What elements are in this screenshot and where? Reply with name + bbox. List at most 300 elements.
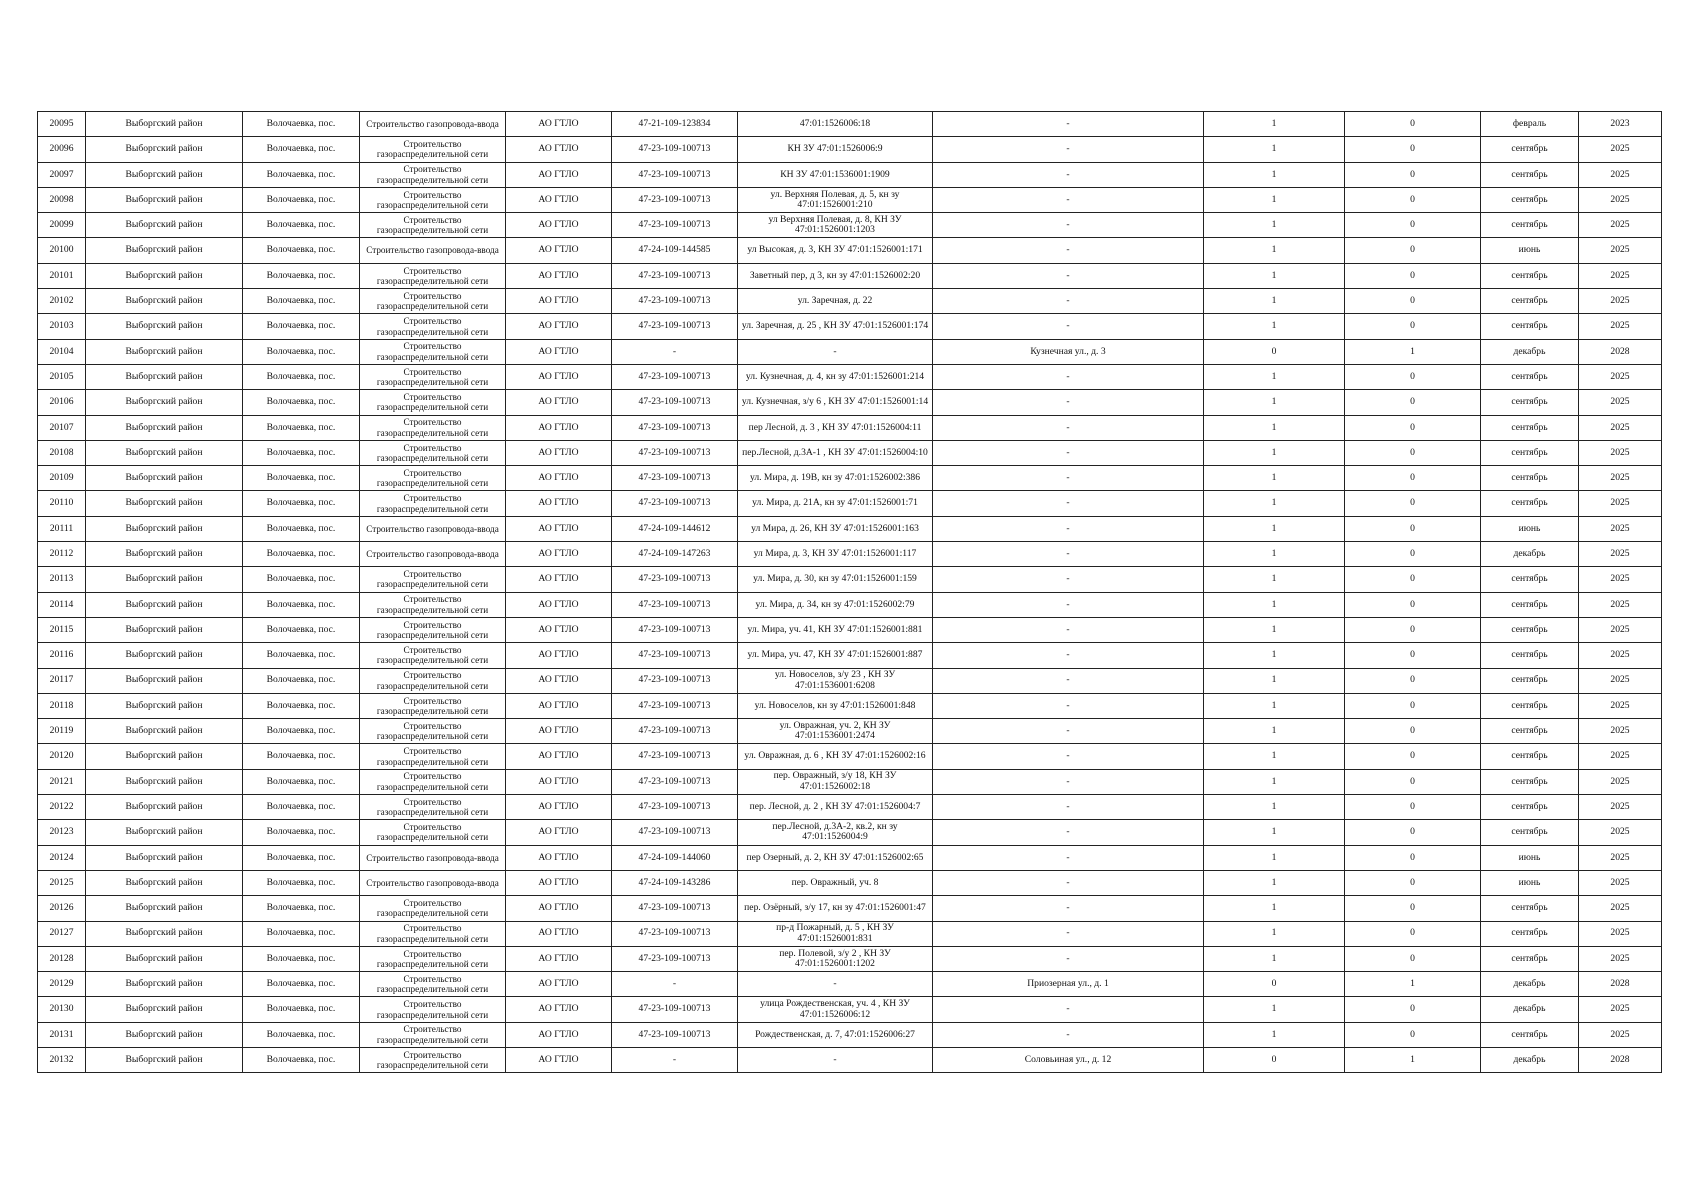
count-a-cell: 1 bbox=[1204, 491, 1345, 516]
operator-cell: АО ГТЛО bbox=[506, 112, 612, 137]
program-code-cell: 47-23-109-100713 bbox=[612, 643, 738, 668]
work-type-cell: Строительство газораспределительной сети bbox=[360, 769, 506, 794]
district-cell: Выборгский район bbox=[86, 466, 243, 491]
work-type-cell: Строительство газопровода-ввода bbox=[360, 542, 506, 567]
work-type-cell: Строительство газораспределительной сети bbox=[360, 1022, 506, 1047]
month-cell: сентябрь bbox=[1481, 162, 1579, 187]
address-cadastral-cell: пер. Лесной, д. 2 , КН ЗУ 47:01:1526004:7 bbox=[738, 795, 933, 820]
settlement-cell: Волочаевка, пос. bbox=[243, 213, 360, 238]
address-cadastral-cell: пер.Лесной, д.3А-1 , КН ЗУ 47:01:1526004:10 bbox=[738, 440, 933, 465]
settlement-cell: Волочаевка, пос. bbox=[243, 137, 360, 162]
settlement-cell: Волочаевка, пос. bbox=[243, 870, 360, 895]
month-cell: сентябрь bbox=[1481, 668, 1579, 693]
table-row bbox=[38, 1022, 1662, 1047]
count-a-cell: 1 bbox=[1204, 364, 1345, 389]
address-cell: - bbox=[933, 440, 1204, 465]
month-cell: сентябрь bbox=[1481, 795, 1579, 820]
year-cell: 2025 bbox=[1579, 491, 1662, 516]
address-cell: - bbox=[933, 668, 1204, 693]
work-type-cell: Строительство газораспределительной сети bbox=[360, 719, 506, 744]
document-sheet bbox=[37, 111, 1661, 1073]
address-cell: - bbox=[933, 289, 1204, 314]
count-b-cell: 0 bbox=[1345, 1022, 1481, 1047]
district-cell: Выборгский район bbox=[86, 668, 243, 693]
address-cadastral-cell: ул Высокая, д. 3, КН ЗУ 47:01:1526001:171 bbox=[738, 238, 933, 263]
table-row bbox=[38, 364, 1662, 389]
district-cell: Выборгский район bbox=[86, 617, 243, 642]
row-id-cell: 20111 bbox=[38, 516, 86, 541]
table-row bbox=[38, 820, 1662, 845]
program-code-cell: 47-24-109-144585 bbox=[612, 238, 738, 263]
table-row bbox=[38, 289, 1662, 314]
district-cell: Выборгский район bbox=[86, 567, 243, 592]
operator-cell: АО ГТЛО bbox=[506, 137, 612, 162]
year-cell: 2025 bbox=[1579, 466, 1662, 491]
address-cell: - bbox=[933, 617, 1204, 642]
address-cadastral-cell: ул Верхняя Полевая, д. 8, КН ЗУ 47:01:1526001:1203 bbox=[738, 213, 933, 238]
address-cadastral-cell: Заветный пер, д 3, кн зу 47:01:1526002:20 bbox=[738, 263, 933, 288]
work-type-cell: Строительство газораспределительной сети bbox=[360, 693, 506, 718]
settlement-cell: Волочаевка, пос. bbox=[243, 415, 360, 440]
row-id-cell: 20105 bbox=[38, 364, 86, 389]
settlement-cell: Волочаевка, пос. bbox=[243, 946, 360, 971]
count-a-cell: 1 bbox=[1204, 643, 1345, 668]
district-cell: Выборгский район bbox=[86, 592, 243, 617]
address-cadastral-cell: - bbox=[738, 339, 933, 364]
settlement-cell: Волочаевка, пос. bbox=[243, 162, 360, 187]
month-cell: сентябрь bbox=[1481, 137, 1579, 162]
row-id-cell: 20130 bbox=[38, 997, 86, 1022]
count-b-cell: 0 bbox=[1345, 896, 1481, 921]
address-cell: - bbox=[933, 415, 1204, 440]
address-cadastral-cell: пер. Овражный, уч. 8 bbox=[738, 870, 933, 895]
operator-cell: АО ГТЛО bbox=[506, 719, 612, 744]
address-cadastral-cell: КН ЗУ 47:01:1526006:9 bbox=[738, 137, 933, 162]
operator-cell: АО ГТЛО bbox=[506, 997, 612, 1022]
month-cell: сентябрь bbox=[1481, 466, 1579, 491]
operator-cell: АО ГТЛО bbox=[506, 516, 612, 541]
operator-cell: АО ГТЛО bbox=[506, 390, 612, 415]
table-row bbox=[38, 542, 1662, 567]
program-code-cell: 47-23-109-100713 bbox=[612, 997, 738, 1022]
program-code-cell: 47-23-109-100713 bbox=[612, 466, 738, 491]
program-code-cell: 47-21-109-123834 bbox=[612, 112, 738, 137]
operator-cell: АО ГТЛО bbox=[506, 567, 612, 592]
program-code-cell: 47-23-109-100713 bbox=[612, 289, 738, 314]
address-cell: - bbox=[933, 870, 1204, 895]
program-code-cell: 47-23-109-100713 bbox=[612, 491, 738, 516]
district-cell: Выборгский район bbox=[86, 213, 243, 238]
address-cell: - bbox=[933, 491, 1204, 516]
program-code-cell: - bbox=[612, 339, 738, 364]
table-row bbox=[38, 972, 1662, 997]
table-row bbox=[38, 440, 1662, 465]
table-row bbox=[38, 390, 1662, 415]
count-a-cell: 1 bbox=[1204, 162, 1345, 187]
year-cell: 2025 bbox=[1579, 592, 1662, 617]
count-a-cell: 1 bbox=[1204, 921, 1345, 946]
work-type-cell: Строительство газораспределительной сети bbox=[360, 744, 506, 769]
settlement-cell: Волочаевка, пос. bbox=[243, 567, 360, 592]
address-cell: - bbox=[933, 896, 1204, 921]
settlement-cell: Волочаевка, пос. bbox=[243, 921, 360, 946]
row-id-cell: 20131 bbox=[38, 1022, 86, 1047]
row-id-cell: 20110 bbox=[38, 491, 86, 516]
work-type-cell: Строительство газораспределительной сети bbox=[360, 946, 506, 971]
year-cell: 2025 bbox=[1579, 946, 1662, 971]
work-type-cell: Строительство газораспределительной сети bbox=[360, 795, 506, 820]
count-b-cell: 0 bbox=[1345, 542, 1481, 567]
table-row bbox=[38, 719, 1662, 744]
district-cell: Выборгский район bbox=[86, 542, 243, 567]
address-cell: - bbox=[933, 1022, 1204, 1047]
year-cell: 2025 bbox=[1579, 137, 1662, 162]
settlement-cell: Волочаевка, пос. bbox=[243, 263, 360, 288]
settlement-cell: Волочаевка, пос. bbox=[243, 542, 360, 567]
work-type-cell: Строительство газопровода-ввода bbox=[360, 870, 506, 895]
settlement-cell: Волочаевка, пос. bbox=[243, 668, 360, 693]
count-a-cell: 1 bbox=[1204, 870, 1345, 895]
count-b-cell: 0 bbox=[1345, 187, 1481, 212]
year-cell: 2025 bbox=[1579, 213, 1662, 238]
table-row bbox=[38, 137, 1662, 162]
work-type-cell: Строительство газораспределительной сети bbox=[360, 997, 506, 1022]
settlement-cell: Волочаевка, пос. bbox=[243, 820, 360, 845]
address-cell: - bbox=[933, 719, 1204, 744]
settlement-cell: Волочаевка, пос. bbox=[243, 289, 360, 314]
year-cell: 2025 bbox=[1579, 845, 1662, 870]
address-cadastral-cell: ул Мира, д. 3, КН ЗУ 47:01:1526001:117 bbox=[738, 542, 933, 567]
table-row bbox=[38, 263, 1662, 288]
district-cell: Выборгский район bbox=[86, 390, 243, 415]
operator-cell: АО ГТЛО bbox=[506, 795, 612, 820]
district-cell: Выборгский район bbox=[86, 162, 243, 187]
row-id-cell: 20120 bbox=[38, 744, 86, 769]
address-cadastral-cell: - bbox=[738, 972, 933, 997]
address-cadastral-cell: 47:01:1526006:18 bbox=[738, 112, 933, 137]
count-a-cell: 1 bbox=[1204, 263, 1345, 288]
count-b-cell: 0 bbox=[1345, 592, 1481, 617]
address-cadastral-cell: пер.Лесной, д.3А-2, кв.2, кн зу 47:01:1526004:9 bbox=[738, 820, 933, 845]
settlement-cell: Волочаевка, пос. bbox=[243, 896, 360, 921]
operator-cell: АО ГТЛО bbox=[506, 693, 612, 718]
work-type-cell: Строительство газораспределительной сети bbox=[360, 314, 506, 339]
address-cadastral-cell: ул. Кузнечная, з/у 6 , КН ЗУ 47:01:1526001:14 bbox=[738, 390, 933, 415]
work-type-cell: Строительство газораспределительной сети bbox=[360, 440, 506, 465]
year-cell: 2025 bbox=[1579, 263, 1662, 288]
program-code-cell: 47-23-109-100713 bbox=[612, 592, 738, 617]
year-cell: 2023 bbox=[1579, 112, 1662, 137]
address-cadastral-cell: ул. Мира, д. 19В, кн зу 47:01:1526002:386 bbox=[738, 466, 933, 491]
row-id-cell: 20104 bbox=[38, 339, 86, 364]
count-a-cell: 0 bbox=[1204, 972, 1345, 997]
settlement-cell: Волочаевка, пос. bbox=[243, 187, 360, 212]
row-id-cell: 20123 bbox=[38, 820, 86, 845]
address-cell: - bbox=[933, 213, 1204, 238]
table-row bbox=[38, 896, 1662, 921]
year-cell: 2025 bbox=[1579, 820, 1662, 845]
settlement-cell: Волочаевка, пос. bbox=[243, 314, 360, 339]
operator-cell: АО ГТЛО bbox=[506, 946, 612, 971]
table-row bbox=[38, 1047, 1662, 1072]
row-id-cell: 20100 bbox=[38, 238, 86, 263]
district-cell: Выборгский район bbox=[86, 896, 243, 921]
address-cadastral-cell: пер Лесной, д. 3 , КН ЗУ 47:01:1526004:11 bbox=[738, 415, 933, 440]
count-a-cell: 1 bbox=[1204, 820, 1345, 845]
settlement-cell: Волочаевка, пос. bbox=[243, 997, 360, 1022]
settlement-cell: Волочаевка, пос. bbox=[243, 744, 360, 769]
year-cell: 2025 bbox=[1579, 719, 1662, 744]
row-id-cell: 20126 bbox=[38, 896, 86, 921]
count-a-cell: 1 bbox=[1204, 213, 1345, 238]
year-cell: 2025 bbox=[1579, 289, 1662, 314]
row-id-cell: 20116 bbox=[38, 643, 86, 668]
year-cell: 2025 bbox=[1579, 390, 1662, 415]
count-b-cell: 1 bbox=[1345, 339, 1481, 364]
count-b-cell: 0 bbox=[1345, 820, 1481, 845]
work-type-cell: Строительство газораспределительной сети bbox=[360, 364, 506, 389]
count-a-cell: 1 bbox=[1204, 289, 1345, 314]
row-id-cell: 20113 bbox=[38, 567, 86, 592]
address-cell: - bbox=[933, 845, 1204, 870]
count-a-cell: 1 bbox=[1204, 896, 1345, 921]
count-b-cell: 0 bbox=[1345, 795, 1481, 820]
work-type-cell: Строительство газораспределительной сети bbox=[360, 567, 506, 592]
month-cell: сентябрь bbox=[1481, 719, 1579, 744]
year-cell: 2025 bbox=[1579, 187, 1662, 212]
year-cell: 2025 bbox=[1579, 314, 1662, 339]
row-id-cell: 20108 bbox=[38, 440, 86, 465]
table-row bbox=[38, 567, 1662, 592]
program-code-cell: 47-23-109-100713 bbox=[612, 719, 738, 744]
district-cell: Выборгский район bbox=[86, 820, 243, 845]
month-cell: декабрь bbox=[1481, 997, 1579, 1022]
work-type-cell: Строительство газораспределительной сети bbox=[360, 137, 506, 162]
program-code-cell: 47-23-109-100713 bbox=[612, 946, 738, 971]
work-type-cell: Строительство газопровода-ввода bbox=[360, 845, 506, 870]
district-cell: Выборгский район bbox=[86, 491, 243, 516]
work-type-cell: Строительство газораспределительной сети bbox=[360, 162, 506, 187]
address-cell: - bbox=[933, 314, 1204, 339]
operator-cell: АО ГТЛО bbox=[506, 896, 612, 921]
count-a-cell: 1 bbox=[1204, 845, 1345, 870]
settlement-cell: Волочаевка, пос. bbox=[243, 238, 360, 263]
month-cell: сентябрь bbox=[1481, 491, 1579, 516]
address-cell: - bbox=[933, 921, 1204, 946]
settlement-cell: Волочаевка, пос. bbox=[243, 1047, 360, 1072]
year-cell: 2025 bbox=[1579, 921, 1662, 946]
count-b-cell: 0 bbox=[1345, 870, 1481, 895]
district-cell: Выборгский район bbox=[86, 870, 243, 895]
program-code-cell: 47-23-109-100713 bbox=[612, 896, 738, 921]
count-a-cell: 1 bbox=[1204, 592, 1345, 617]
row-id-cell: 20102 bbox=[38, 289, 86, 314]
count-a-cell: 1 bbox=[1204, 617, 1345, 642]
count-a-cell: 1 bbox=[1204, 693, 1345, 718]
month-cell: июнь bbox=[1481, 238, 1579, 263]
program-code-cell: 47-23-109-100713 bbox=[612, 263, 738, 288]
operator-cell: АО ГТЛО bbox=[506, 491, 612, 516]
count-b-cell: 0 bbox=[1345, 643, 1481, 668]
work-type-cell: Строительство газораспределительной сети bbox=[360, 466, 506, 491]
table-row bbox=[38, 997, 1662, 1022]
district-cell: Выборгский район bbox=[86, 997, 243, 1022]
district-cell: Выборгский район bbox=[86, 314, 243, 339]
month-cell: сентябрь bbox=[1481, 693, 1579, 718]
operator-cell: АО ГТЛО bbox=[506, 314, 612, 339]
work-type-cell: Строительство газораспределительной сети bbox=[360, 289, 506, 314]
month-cell: сентябрь bbox=[1481, 921, 1579, 946]
table-row bbox=[38, 162, 1662, 187]
program-code-cell: 47-23-109-100713 bbox=[612, 567, 738, 592]
table-row bbox=[38, 314, 1662, 339]
program-code-cell: 47-23-109-100713 bbox=[612, 364, 738, 389]
address-cell: - bbox=[933, 744, 1204, 769]
month-cell: сентябрь bbox=[1481, 390, 1579, 415]
row-id-cell: 20122 bbox=[38, 795, 86, 820]
address-cell: - bbox=[933, 769, 1204, 794]
district-cell: Выборгский район bbox=[86, 364, 243, 389]
district-cell: Выборгский район bbox=[86, 972, 243, 997]
operator-cell: АО ГТЛО bbox=[506, 870, 612, 895]
month-cell: сентябрь bbox=[1481, 440, 1579, 465]
year-cell: 2028 bbox=[1579, 339, 1662, 364]
address-cadastral-cell: пер. Овражный, з/у 18, КН ЗУ 47:01:1526002:18 bbox=[738, 769, 933, 794]
operator-cell: АО ГТЛО bbox=[506, 1047, 612, 1072]
row-id-cell: 20097 bbox=[38, 162, 86, 187]
settlement-cell: Волочаевка, пос. bbox=[243, 390, 360, 415]
program-code-cell: 47-23-109-100713 bbox=[612, 187, 738, 212]
count-a-cell: 1 bbox=[1204, 795, 1345, 820]
count-b-cell: 0 bbox=[1345, 946, 1481, 971]
count-b-cell: 0 bbox=[1345, 213, 1481, 238]
year-cell: 2025 bbox=[1579, 162, 1662, 187]
operator-cell: АО ГТЛО bbox=[506, 1022, 612, 1047]
count-b-cell: 0 bbox=[1345, 314, 1481, 339]
year-cell: 2025 bbox=[1579, 617, 1662, 642]
count-b-cell: 0 bbox=[1345, 289, 1481, 314]
year-cell: 2025 bbox=[1579, 769, 1662, 794]
program-code-cell: 47-23-109-100713 bbox=[612, 137, 738, 162]
address-cadastral-cell: пр-д Пожарный, д. 5 , КН ЗУ 47:01:1526001:831 bbox=[738, 921, 933, 946]
program-code-cell: 47-24-109-143286 bbox=[612, 870, 738, 895]
program-code-cell: 47-23-109-100713 bbox=[612, 795, 738, 820]
program-code-cell: 47-23-109-100713 bbox=[612, 440, 738, 465]
count-a-cell: 1 bbox=[1204, 719, 1345, 744]
table-row bbox=[38, 339, 1662, 364]
work-type-cell: Строительство газораспределительной сети bbox=[360, 820, 506, 845]
address-cadastral-cell: ул. Заречная, д. 22 bbox=[738, 289, 933, 314]
count-b-cell: 0 bbox=[1345, 137, 1481, 162]
count-b-cell: 0 bbox=[1345, 440, 1481, 465]
district-cell: Выборгский район bbox=[86, 516, 243, 541]
operator-cell: АО ГТЛО bbox=[506, 617, 612, 642]
work-type-cell: Строительство газораспределительной сети bbox=[360, 972, 506, 997]
address-cell: - bbox=[933, 162, 1204, 187]
program-code-cell: 47-23-109-100713 bbox=[612, 617, 738, 642]
month-cell: сентябрь bbox=[1481, 744, 1579, 769]
district-cell: Выборгский район bbox=[86, 238, 243, 263]
work-type-cell: Строительство газораспределительной сети bbox=[360, 896, 506, 921]
district-cell: Выборгский район bbox=[86, 795, 243, 820]
program-code-cell: 47-23-109-100713 bbox=[612, 162, 738, 187]
work-type-cell: Строительство газораспределительной сети bbox=[360, 339, 506, 364]
address-cadastral-cell: ул. Новоселов, кн зу 47:01:1526001:848 bbox=[738, 693, 933, 718]
year-cell: 2025 bbox=[1579, 567, 1662, 592]
operator-cell: АО ГТЛО bbox=[506, 592, 612, 617]
work-type-cell: Строительство газораспределительной сети bbox=[360, 263, 506, 288]
address-cadastral-cell: КН ЗУ 47:01:1536001:1909 bbox=[738, 162, 933, 187]
work-type-cell: Строительство газораспределительной сети bbox=[360, 1047, 506, 1072]
month-cell: сентябрь bbox=[1481, 567, 1579, 592]
year-cell: 2025 bbox=[1579, 870, 1662, 895]
operator-cell: АО ГТЛО bbox=[506, 263, 612, 288]
address-cell: - bbox=[933, 137, 1204, 162]
address-cell: - bbox=[933, 542, 1204, 567]
row-id-cell: 20095 bbox=[38, 112, 86, 137]
table-row bbox=[38, 238, 1662, 263]
count-b-cell: 0 bbox=[1345, 693, 1481, 718]
row-id-cell: 20128 bbox=[38, 946, 86, 971]
address-cadastral-cell: ул. Мира, уч. 47, КН ЗУ 47:01:1526001:887 bbox=[738, 643, 933, 668]
month-cell: декабрь bbox=[1481, 339, 1579, 364]
operator-cell: АО ГТЛО bbox=[506, 845, 612, 870]
district-cell: Выборгский район bbox=[86, 415, 243, 440]
year-cell: 2028 bbox=[1579, 1047, 1662, 1072]
month-cell: сентябрь bbox=[1481, 896, 1579, 921]
count-b-cell: 1 bbox=[1345, 972, 1481, 997]
address-cell: - bbox=[933, 820, 1204, 845]
address-cadastral-cell: пер. Полевой, з/у 2 , КН ЗУ 47:01:1526001:1202 bbox=[738, 946, 933, 971]
month-cell: сентябрь bbox=[1481, 314, 1579, 339]
settlement-cell: Волочаевка, пос. bbox=[243, 466, 360, 491]
row-id-cell: 20125 bbox=[38, 870, 86, 895]
count-a-cell: 1 bbox=[1204, 238, 1345, 263]
table-row bbox=[38, 491, 1662, 516]
row-id-cell: 20114 bbox=[38, 592, 86, 617]
work-type-cell: Строительство газораспределительной сети bbox=[360, 592, 506, 617]
row-id-cell: 20096 bbox=[38, 137, 86, 162]
operator-cell: АО ГТЛО bbox=[506, 162, 612, 187]
district-cell: Выборгский район bbox=[86, 845, 243, 870]
settlement-cell: Волочаевка, пос. bbox=[243, 795, 360, 820]
count-a-cell: 1 bbox=[1204, 440, 1345, 465]
count-a-cell: 1 bbox=[1204, 769, 1345, 794]
operator-cell: АО ГТЛО bbox=[506, 769, 612, 794]
count-a-cell: 1 bbox=[1204, 744, 1345, 769]
count-b-cell: 0 bbox=[1345, 769, 1481, 794]
address-cell: - bbox=[933, 643, 1204, 668]
program-code-cell: 47-24-109-144060 bbox=[612, 845, 738, 870]
program-code-cell: 47-23-109-100713 bbox=[612, 390, 738, 415]
operator-cell: АО ГТЛО bbox=[506, 187, 612, 212]
operator-cell: АО ГТЛО bbox=[506, 415, 612, 440]
row-id-cell: 20112 bbox=[38, 542, 86, 567]
month-cell: сентябрь bbox=[1481, 592, 1579, 617]
count-b-cell: 0 bbox=[1345, 845, 1481, 870]
count-a-cell: 1 bbox=[1204, 112, 1345, 137]
count-b-cell: 0 bbox=[1345, 364, 1481, 389]
row-id-cell: 20106 bbox=[38, 390, 86, 415]
table-row bbox=[38, 112, 1662, 137]
settlement-cell: Волочаевка, пос. bbox=[243, 972, 360, 997]
year-cell: 2028 bbox=[1579, 972, 1662, 997]
count-b-cell: 0 bbox=[1345, 567, 1481, 592]
month-cell: февраль bbox=[1481, 112, 1579, 137]
count-a-cell: 1 bbox=[1204, 567, 1345, 592]
district-cell: Выборгский район bbox=[86, 693, 243, 718]
address-cell: - bbox=[933, 693, 1204, 718]
